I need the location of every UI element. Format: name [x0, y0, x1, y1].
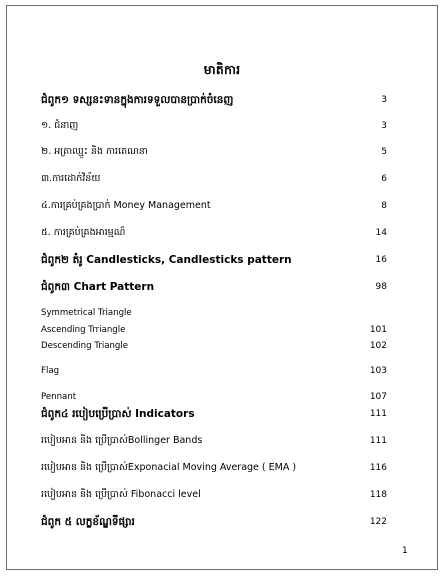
toc-entry [41, 279, 387, 295]
toc-entry-page: 8 [381, 201, 387, 211]
toc-entry [41, 406, 387, 422]
toc-entry-page: 122 [369, 517, 387, 527]
toc-entry-page: 5 [381, 147, 387, 157]
toc-entry [41, 322, 387, 338]
toc-entry-text: ជំពូក៤ របៀបប្រើប្រាស់ Indicators [41, 408, 195, 420]
toc-entry-text: ៤.ការគ្រប់គ្រងប្រាក់ Money Management [41, 200, 211, 211]
toc-entry-text: Symmetrical Triangle [41, 308, 132, 318]
toc-entry-page: 3 [381, 121, 387, 131]
toc-entry-page: 98 [375, 282, 387, 292]
document-page [6, 5, 438, 570]
toc-entry-text: ជំពូក ៥ លក្ខខ័ណ្ឌទីផ្សារ [41, 516, 135, 528]
toc-entry-text: Flag [41, 366, 60, 376]
toc-entry [41, 514, 387, 530]
toc-entry [41, 338, 387, 354]
toc-entry-page: 102 [369, 341, 387, 351]
toc-entry-page: 6 [381, 174, 387, 184]
toc-entry [41, 460, 387, 476]
toc-entry-page: 116 [369, 463, 387, 473]
toc-entry [41, 144, 387, 160]
toc-entry-text: ២. អត្រាឈ្មួះ និង ការតេណនា [41, 146, 148, 157]
toc-entry [41, 487, 387, 503]
toc-entry-text: របៀបអាន និង ប្រើប្រាស់Exponacial Moving Average ( EMA ) [41, 462, 297, 473]
toc-entry [41, 252, 387, 268]
toc-entry-page: 103 [369, 366, 387, 376]
toc-entry-page: 111 [369, 436, 387, 446]
toc-entry [41, 363, 387, 379]
toc-entry-text: ជំពូក៣ Chart Pattern [41, 281, 155, 293]
toc-entry-text: ជំពូក១ ទស្សនះទានក្នុងការទទួលបានប្រាក់ចំនេញ [41, 94, 234, 106]
toc-entry-page: 3 [381, 95, 387, 105]
toc-entry-page: 14 [375, 228, 387, 238]
toc-entry [41, 305, 387, 321]
toc-entry-text: Descending Triangle [41, 341, 129, 351]
toc-entry [41, 389, 387, 405]
toc-entry-text: ១. ជំនាញ [41, 120, 79, 131]
toc-entry-page: 111 [369, 409, 387, 419]
toc-entry-text: ជំពូក២ តំរូ Candlesticks, Candlesticks pattern [41, 254, 292, 266]
toc-entry-page: 118 [369, 490, 387, 500]
toc-entry-page: 101 [369, 325, 387, 335]
toc-entry [41, 92, 387, 108]
toc-entry-text: Ascending Trriangle [41, 325, 126, 335]
toc-entry-text: ៥. ការគ្រប់គ្រងអារម្មណ៏ [41, 227, 126, 238]
toc-entry [41, 118, 387, 134]
toc-entry [41, 433, 387, 449]
toc-entry [41, 225, 387, 241]
toc-entry-text: របៀបអាន និង ប្រើប្រាស់Bollinger Bands [41, 435, 203, 446]
toc-entry-page: 107 [369, 392, 387, 402]
toc-entry-text: របៀបអាន និង ប្រើប្រាស់ Fibonacci level [41, 489, 201, 500]
toc-entry [41, 198, 387, 214]
toc-entry-page: 16 [375, 255, 387, 265]
toc-entry-text: ៣.ការដោក់វិន័យ [41, 173, 101, 184]
toc-entry [41, 171, 387, 187]
page-number: 1 [402, 546, 408, 556]
page-title: មាតិការ [203, 62, 241, 77]
toc-entry-text: Pennant [41, 392, 77, 402]
